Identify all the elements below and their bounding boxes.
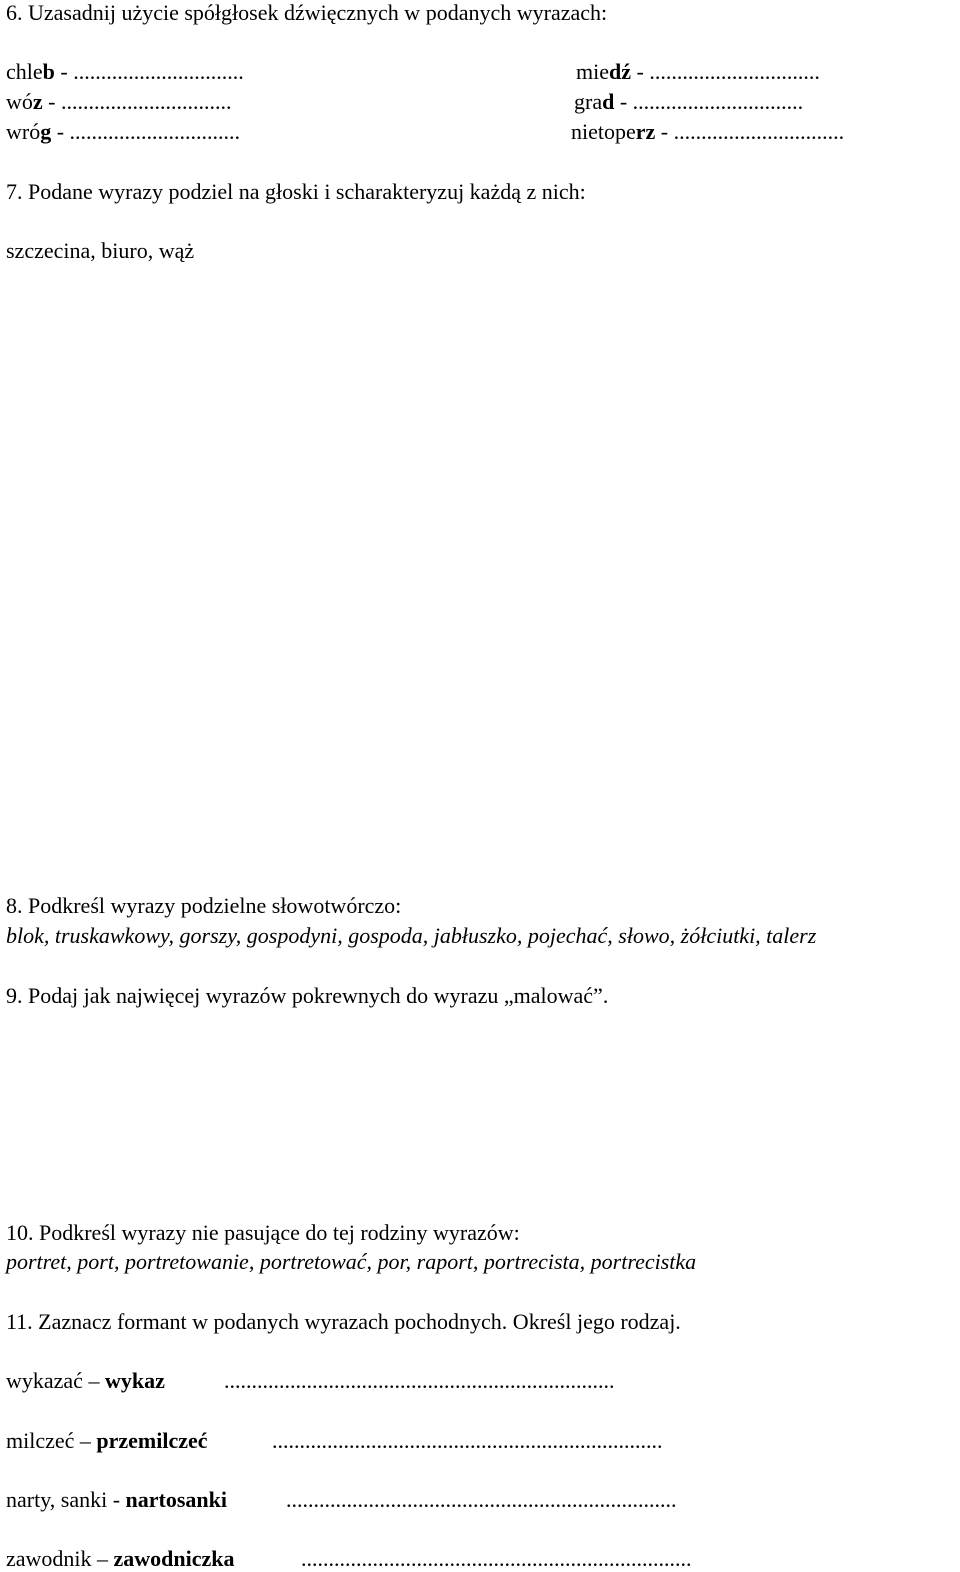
q8-words: blok, truskawkowy, gorszy, gospodyni, gospoda, jabłuszko, pojechać, słowo, żółciutki, talerz	[6, 923, 817, 948]
q6-left-item-3: wróg - ...............................	[6, 119, 241, 144]
q11-row-4-answer-dots: .......................................................................	[301, 1546, 692, 1571]
q10-title: 10. Podkreśl wyrazy nie pasujące do tej rodziny wyrazów:	[6, 1220, 520, 1245]
q11-row-3-answer-dots: .......................................................................	[286, 1487, 677, 1512]
q6-right-item-1: miedź - ...............................	[576, 59, 820, 84]
q11-row-4: zawodnik – zawodniczka	[6, 1546, 235, 1571]
q10-words: portret, port, portretowanie, portretować, por, raport, portrecista, portrecistka	[6, 1249, 697, 1274]
q11-row-2-answer-dots: .......................................................................	[272, 1428, 663, 1453]
q6-left-item-2: wóz - ...............................	[6, 89, 232, 114]
q8-title: 8. Podkreśl wyrazy podzielne słowotwórczo:	[6, 893, 402, 918]
q11-row-1-answer-dots: .......................................................................	[224, 1368, 615, 1393]
q7-title: 7. Podane wyrazy podziel na głoski i scharakteryzuj każdą z nich:	[6, 179, 586, 204]
q6-right-item-3: nietoperz - ...............................	[571, 119, 845, 144]
q9-title: 9. Podaj jak najwięcej wyrazów pokrewnych do wyrazu „malować”.	[6, 983, 609, 1008]
q7-words: szczecina, biuro, wąż	[6, 238, 195, 263]
q11-row-2: milczeć – przemilczeć	[6, 1428, 208, 1453]
q6-title: 6. Uzasadnij użycie spółgłosek dźwięcznych w podanych wyrazach:	[6, 0, 608, 25]
q6-right-item-2: grad - ...............................	[574, 89, 804, 114]
q11-title: 11. Zaznacz formant w podanych wyrazach pochodnych. Określ jego rodzaj.	[6, 1309, 681, 1334]
q6-left-item-1: chleb - ...............................	[6, 59, 244, 84]
q11-row-3: narty, sanki - nartosanki	[6, 1487, 228, 1512]
q11-row-1: wykazać – wykaz	[6, 1368, 165, 1393]
